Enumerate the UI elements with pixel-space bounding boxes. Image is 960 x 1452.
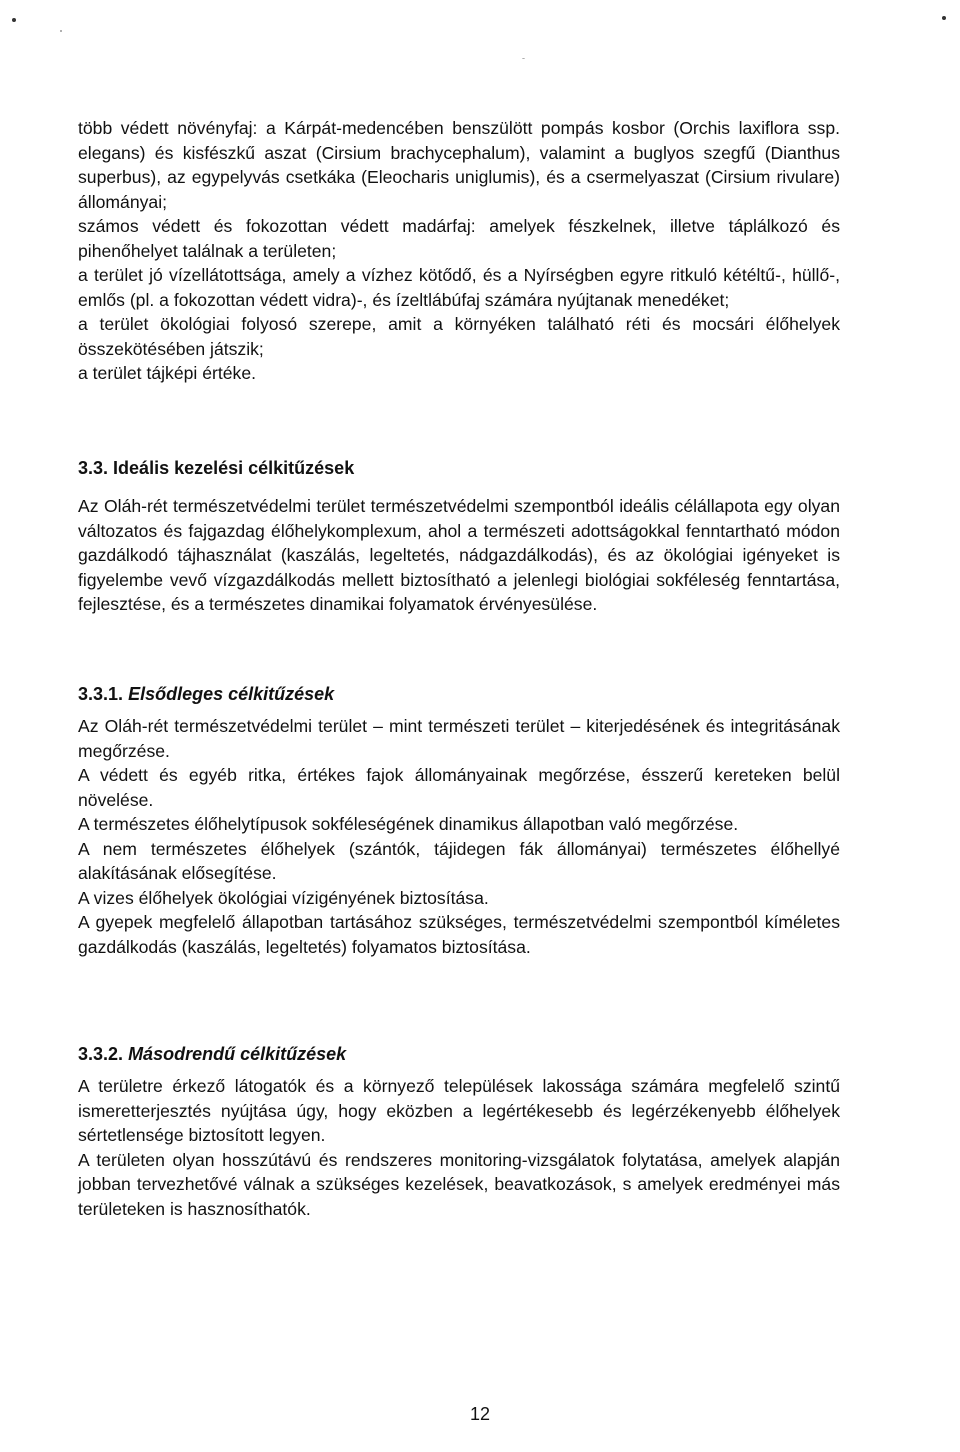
scan-speck bbox=[942, 16, 946, 20]
intro-item: számos védett és fokozottan védett madárfaj: amelyek fészkelnek, illetve táplálkozó és pihenőhelyet találnak a területen; bbox=[78, 216, 840, 261]
section-3-3-1 bbox=[78, 682, 840, 959]
section-paragraph: A gyepek megfelelő állapotban tartásához szükséges, természetvédelmi szempontból kíméletes gazdálkodás (kaszálás, legeltetés) folyamatos biztosítása. bbox=[78, 912, 840, 957]
intro-list bbox=[78, 116, 840, 386]
intro-item: több védett növényfaj: a Kárpát-medencében benszülött pompás kosbor (Orchis laxiflora ssp. elegans) és kisfészkű aszat (Cirsium brachycephalum), valamint a buglyos szegfű (Dianthus superbus), az egypelyvás csetkáka (Eleocharis uniglumis), és a csermelyaszat (Cirsium rivulare) állományai; bbox=[78, 118, 840, 212]
section-3-3-2 bbox=[78, 1042, 840, 1221]
section-number: 3.3. bbox=[78, 458, 109, 478]
section-heading bbox=[78, 682, 840, 706]
scan-speck bbox=[12, 18, 16, 22]
section-title: Elsődleges célkitűzések bbox=[128, 684, 335, 704]
section-paragraph: A védett és egyéb ritka, értékes fajok állományainak megőrzése, ésszerű kereteken belül növelése. bbox=[78, 765, 840, 810]
page-number: 12 bbox=[469, 1404, 491, 1424]
section-paragraph: A vizes élőhelyek ökológiai vízigényének biztosítása. bbox=[78, 887, 489, 908]
section-paragraph: A nem természetes élőhelyek (szántók, tájidegen fák állományai) természetes élőhellyé alakításának elősegítése. bbox=[78, 838, 840, 883]
section-heading bbox=[78, 456, 840, 480]
section-title: Másodrendű célkitűzések bbox=[128, 1044, 347, 1064]
intro-item: a terület jó vízellátottsága, amely a vízhez kötődő, és a Nyírségben egyre ritkuló kétéltű-, hüllő-, emlős (pl. a fokozottan védett vidra)-, és ízeltlábúfaj számára nyújtanak menedéket; bbox=[78, 265, 840, 310]
section-title: Ideális kezelési célkitűzések bbox=[113, 458, 355, 478]
intro-item: a terület tájképi értéke. bbox=[78, 363, 256, 383]
section-paragraph: A természetes élőhelytípusok sokféleségének dinamikus állapotban való megőrzése. bbox=[78, 814, 739, 834]
section-paragraph: Az Oláh-rét természetvédelmi terület természetvédelmi szempontból ideális célállapota egy olyan változatos és fajgazdag élőhelykomplexum, ahol a természeti adottságokkal fenntartható módon gazdálkodó tájhasználat (kaszálás, legeltetés, nádgazdálkodás), és az ökológiai igényeket is figyelembe vevő vízgazdálkodás mellett biztosítható a jelenlegi biológiai sokféleség fenntartása, fejlesztése, és a természetes dinamikai folyamatok érvényesülése. bbox=[78, 496, 840, 614]
section-number: 3.3.1. bbox=[78, 684, 124, 704]
section-heading bbox=[78, 1042, 840, 1066]
intro-item: a terület ökológiai folyosó szerepe, amit a környéken található réti és mocsári élőhelyek összekötésében játszik; bbox=[78, 314, 840, 359]
section-3-3 bbox=[78, 456, 840, 617]
section-paragraph: Az Oláh-rét természetvédelmi terület – mint természeti terület – kiterjedésének és integritásának megőrzése. bbox=[78, 716, 840, 761]
section-number: 3.3.2. bbox=[78, 1044, 124, 1064]
section-paragraph: A területen olyan hosszútávú és rendszeres monitoring-vizsgálatok folytatása, amelyek alapján jobban tervezhetővé válnak a szükséges kezelések, beavatkozások, s amelyek eredményei más területeken is hasznosíthatók. bbox=[78, 1149, 840, 1219]
scan-speck bbox=[60, 30, 62, 32]
section-paragraph: A területre érkező látogatók és a környező települések lakossága számára megfelelő szintű ismeretterjesztés nyújtása úgy, hogy eközben a legértékesebb és legérzékenyebb élőhelyek sértetlensége biztosított legyen. bbox=[78, 1076, 840, 1145]
scan-speck bbox=[522, 58, 525, 59]
